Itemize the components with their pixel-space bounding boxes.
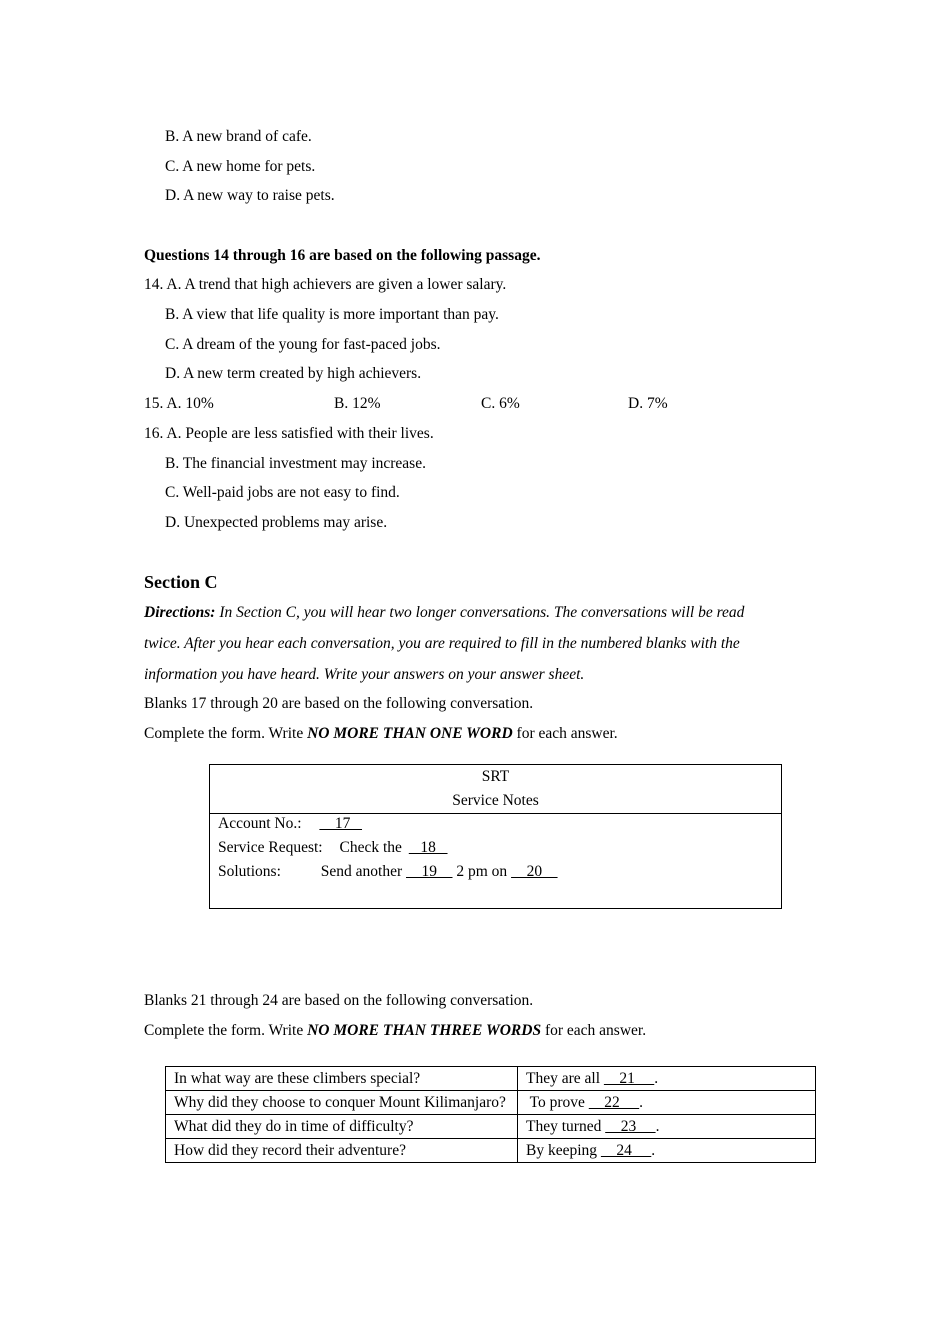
answer-suffix: . [654, 1070, 659, 1087]
q13-option-c: C. A new home for pets. [165, 158, 316, 175]
q14-option-b: B. A view that life quality is more important than pay. [165, 306, 499, 323]
srt-header [210, 765, 781, 814]
request-label: Service Request: [218, 839, 323, 856]
q15-option-d: D. 7% [628, 395, 668, 412]
q13-option-b: B. A new brand of cafe. [165, 128, 312, 145]
question-cell: What did they do in time of difficulty? [166, 1115, 518, 1139]
directions-text-1: In Section C, you will hear two longer conversations. The conversations will be read [215, 604, 745, 621]
request-text: Check the [339, 839, 402, 856]
instr-text: for each answer. [541, 1022, 647, 1039]
answer-prefix: They turned [526, 1118, 606, 1135]
q16-option-d: D. Unexpected problems may arise. [165, 514, 388, 531]
q16-option-a: 16. A. People are less satisfied with their lives. [144, 425, 434, 442]
blank-17: 17 [319, 815, 363, 832]
directions-line-1 [144, 603, 744, 623]
section-title: Section C [144, 572, 218, 592]
blank-24: 24 [600, 1142, 652, 1159]
passage-heading: Questions 14 through 16 are based on the following passage. [144, 247, 541, 264]
question-cell: How did they record their adventure? [166, 1139, 518, 1163]
directions-label: Directions: [144, 604, 216, 621]
srt-service-notes-form [209, 764, 782, 909]
solutions-row [218, 861, 558, 883]
answer-suffix: . [651, 1142, 656, 1159]
instr-text: Complete the form. Write [144, 725, 308, 742]
srt-title: SRT [481, 768, 510, 785]
blank-18: 18 [408, 839, 448, 856]
srt-subtitle: Service Notes [452, 792, 539, 809]
account-row [218, 813, 362, 835]
instr-emphasis: NO MORE THAN THREE WORDS [307, 1022, 542, 1039]
blank-21: 21 [603, 1070, 655, 1087]
blanks-17-20-instructions [144, 724, 618, 744]
blank-19: 19 [406, 863, 453, 880]
q13-option-d: D. A new way to raise pets. [165, 187, 335, 204]
q14-option-d: D. A new term created by high achievers. [165, 365, 422, 382]
q15-option-b: B. 12% [334, 395, 381, 412]
q14-option-c: C. A dream of the young for fast-paced jobs. [165, 336, 441, 353]
service-request-row [218, 837, 448, 859]
solutions-label: Solutions: [218, 863, 281, 880]
q14-option-a: 14. A. A trend that high achievers are given a lower salary. [144, 276, 507, 293]
answer-prefix: By keeping [526, 1142, 601, 1159]
instr-text: for each answer. [512, 725, 618, 742]
instr-text: Complete the form. Write [144, 1022, 308, 1039]
answer-suffix: . [639, 1094, 644, 1111]
directions-line-2: twice. After you hear each conversation, you are required to fill in the numbered blanks with the [144, 635, 740, 652]
table-row [166, 1139, 816, 1163]
directions-line-3: information you have heard. Write your answers on your answer sheet. [144, 666, 585, 683]
blank-23: 23 [605, 1118, 656, 1135]
table-row [166, 1067, 816, 1091]
blank-20: 20 [511, 863, 558, 880]
q16-option-b: B. The financial investment may increase. [165, 455, 426, 472]
question-cell: In what way are these climbers special? [166, 1067, 518, 1091]
solutions-text: Send another [320, 863, 403, 880]
q16-option-c: C. Well-paid jobs are not easy to find. [165, 484, 400, 501]
answer-cell [518, 1115, 816, 1139]
account-label: Account No.: [218, 815, 302, 832]
table-row [166, 1091, 816, 1115]
table-row [166, 1115, 816, 1139]
solutions-mid: 2 pm on [452, 863, 508, 880]
blanks-21-24-instructions [144, 1021, 646, 1041]
answer-prefix: To prove [526, 1094, 589, 1111]
q15-option-c: C. 6% [481, 395, 520, 412]
blanks-21-24-intro: Blanks 21 through 24 are based on the following conversation. [144, 992, 534, 1009]
answer-prefix: They are all [526, 1070, 604, 1087]
answer-cell [518, 1067, 816, 1091]
answer-cell [518, 1091, 816, 1115]
q15-option-a: 15. A. 10% [144, 395, 214, 412]
blanks-17-20-intro: Blanks 17 through 20 are based on the following conversation. [144, 695, 534, 712]
climbers-question-table [165, 1066, 816, 1163]
question-cell: Why did they choose to conquer Mount Kilimanjaro? [166, 1091, 518, 1115]
blank-22: 22 [588, 1094, 640, 1111]
answer-suffix: . [655, 1118, 660, 1135]
answer-cell [518, 1139, 816, 1163]
instr-emphasis: NO MORE THAN ONE WORD [307, 725, 513, 742]
